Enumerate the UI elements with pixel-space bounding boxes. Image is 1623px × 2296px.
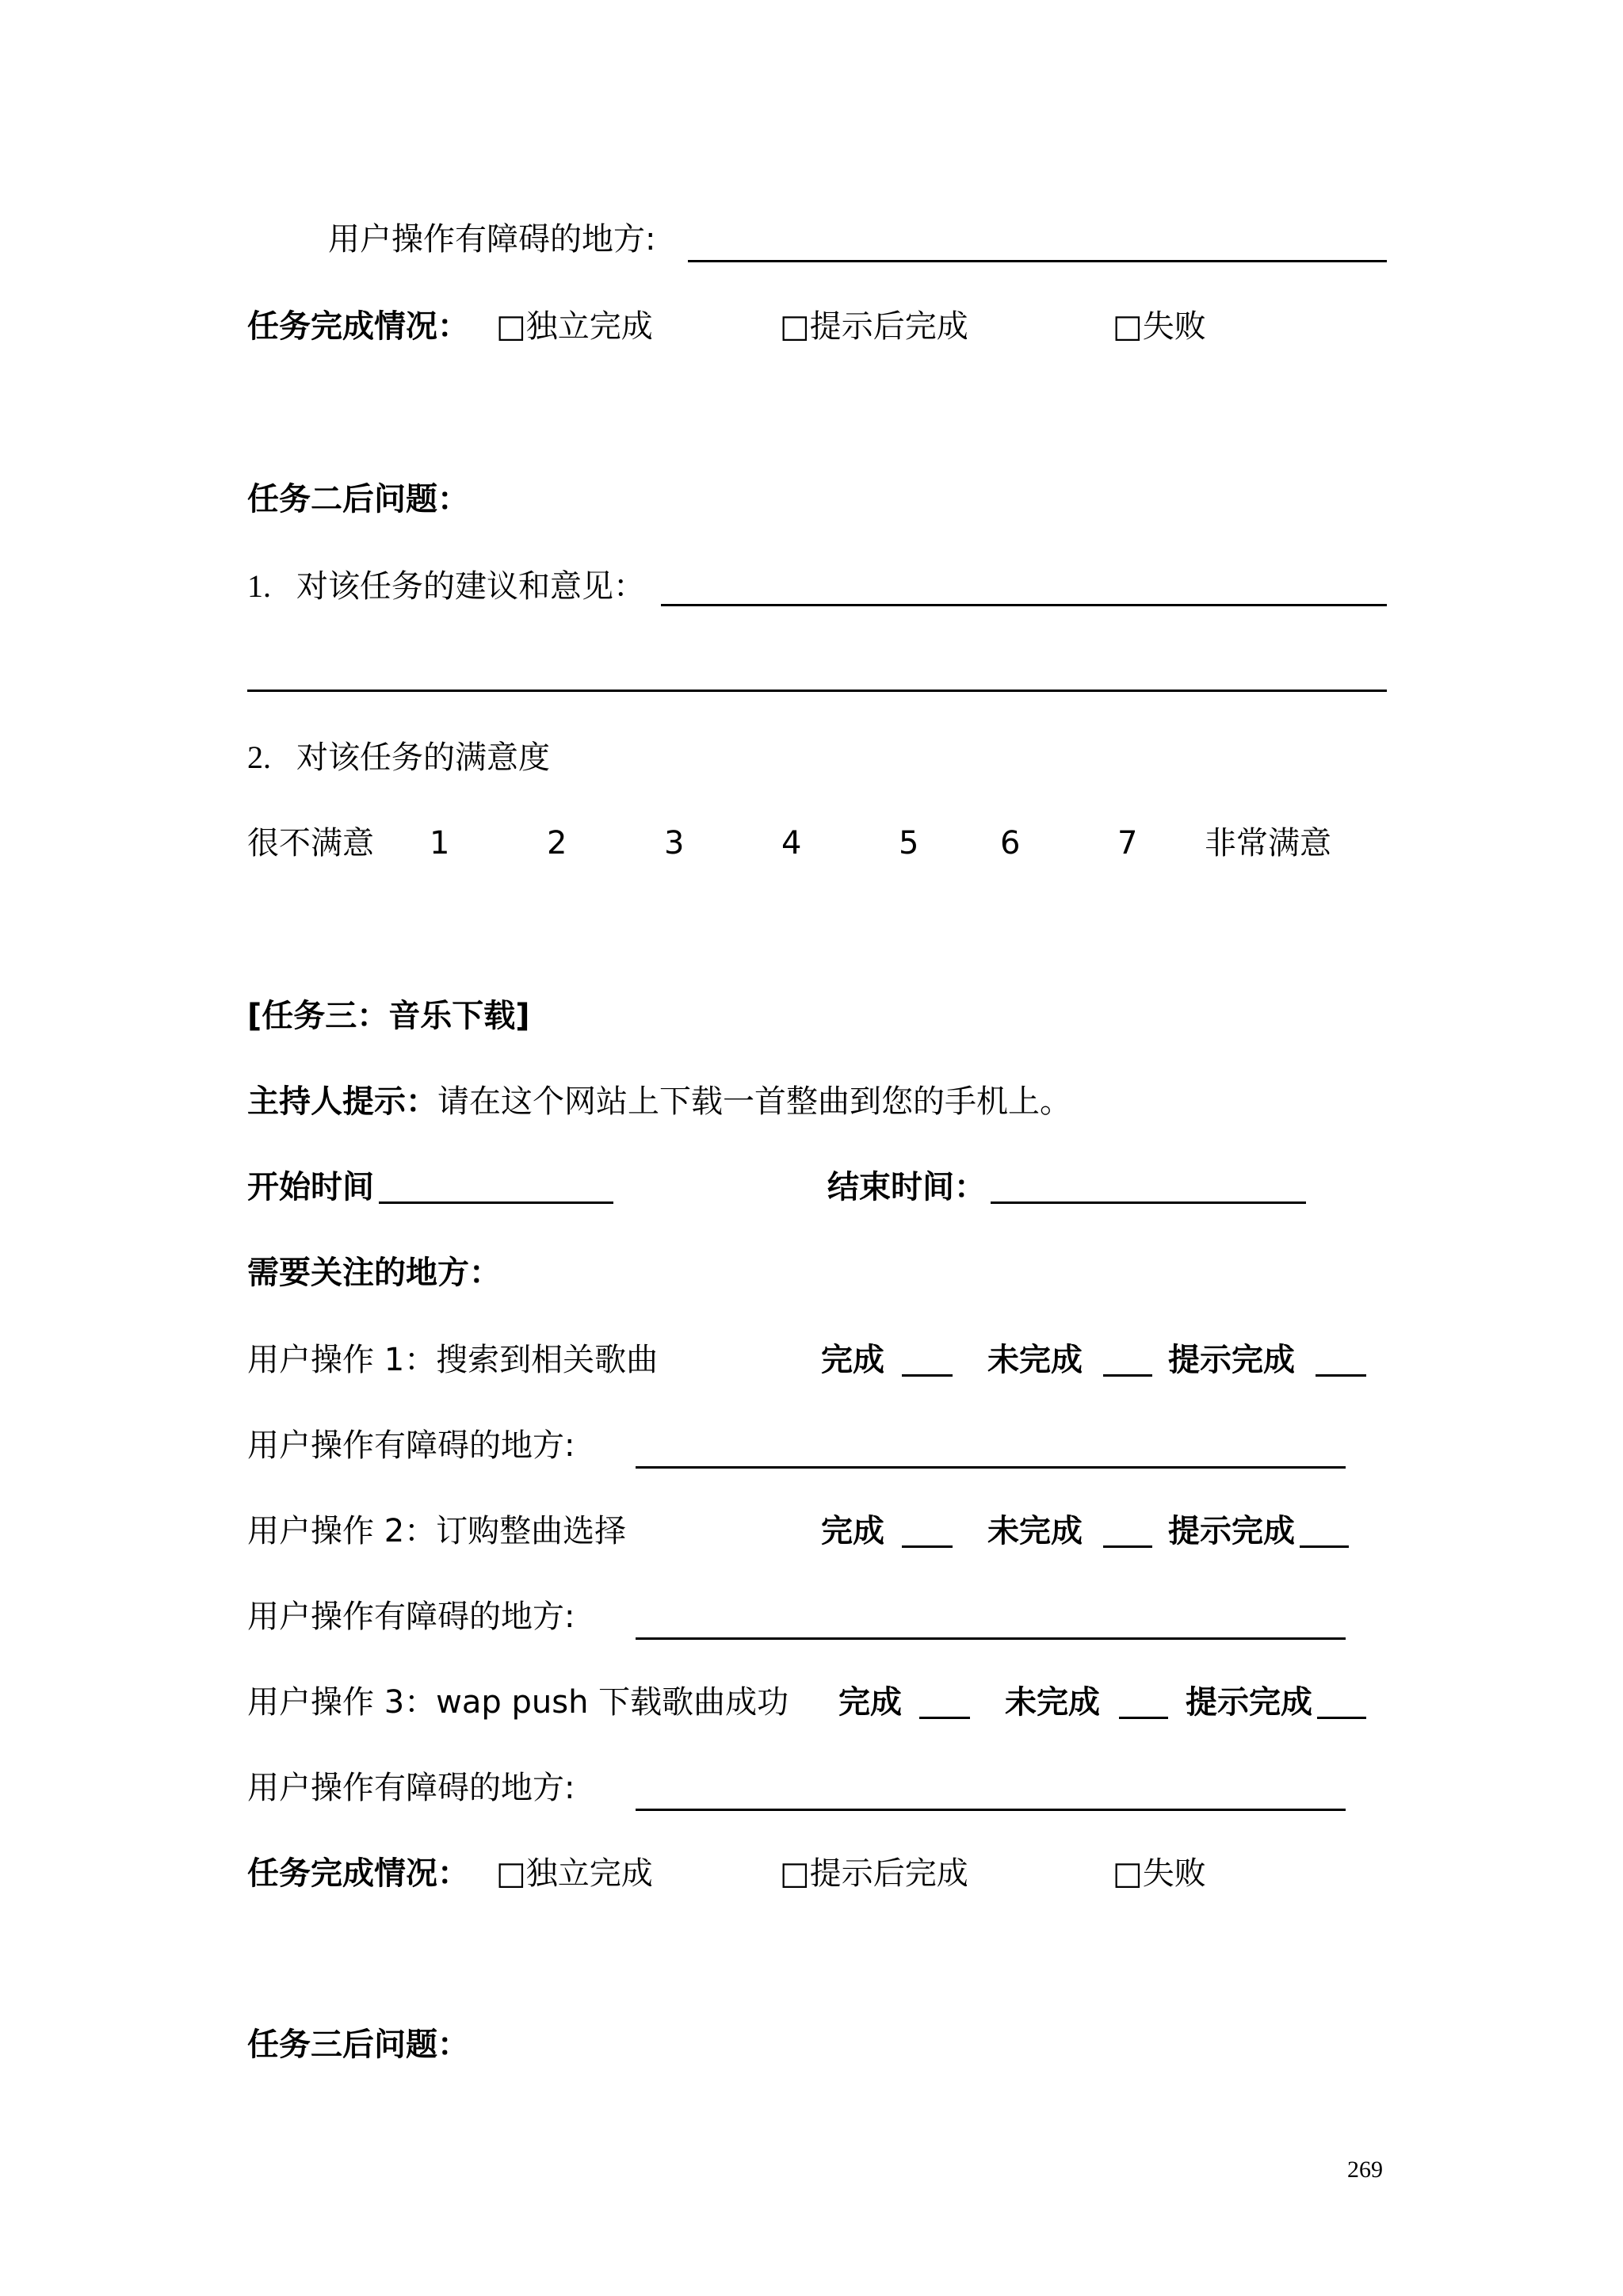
scale-value[interactable]: 3 bbox=[664, 825, 685, 861]
op1-prompted-blank[interactable] bbox=[1316, 1374, 1366, 1377]
op3-done-label: 完成 bbox=[838, 1684, 902, 1721]
op2-prompted-blank[interactable] bbox=[1300, 1545, 1349, 1548]
scale-value[interactable]: 4 bbox=[781, 825, 802, 861]
task2-questions-heading: 任务二后问题： bbox=[247, 481, 469, 518]
q1-answer-line[interactable] bbox=[661, 604, 1387, 606]
scale-value[interactable]: 2 bbox=[547, 825, 567, 861]
focus-label: 需要关注的地方： bbox=[247, 1255, 501, 1291]
op3-label: 用户操作 3：wap push 下载歌曲成功 bbox=[247, 1684, 789, 1721]
op2-obstacle-line[interactable] bbox=[636, 1637, 1346, 1640]
op2-not-done-label: 未完成 bbox=[987, 1513, 1083, 1549]
scale-low-label: 很不满意 bbox=[247, 825, 374, 861]
task3-option-prompted[interactable]: □提示后完成 bbox=[780, 1855, 968, 1892]
op3-not-done-blank[interactable] bbox=[1119, 1717, 1168, 1719]
task2-option-fail[interactable]: □失败 bbox=[1113, 308, 1206, 345]
op2-not-done-blank[interactable] bbox=[1103, 1545, 1152, 1548]
obstacle-label-top: 用户操作有障碍的地方: bbox=[328, 221, 656, 258]
task3-option-independent[interactable]: □独立完成 bbox=[496, 1855, 653, 1892]
host-prompt-text: 请在这个网站上下载一首整曲到您的手机上。 bbox=[437, 1083, 1071, 1120]
op3-not-done-label: 未完成 bbox=[1005, 1684, 1100, 1721]
op3-obstacle-line[interactable] bbox=[636, 1809, 1346, 1811]
scale-value[interactable]: 1 bbox=[430, 825, 450, 861]
start-time-label: 开始时间 bbox=[247, 1169, 374, 1205]
page-number: 269 bbox=[1347, 2157, 1383, 2183]
op3-prompted-label: 提示完成 bbox=[1186, 1684, 1312, 1721]
start-time-line[interactable] bbox=[379, 1201, 613, 1204]
op2-done-label: 完成 bbox=[821, 1513, 884, 1549]
host-prompt-label: 主持人提示： bbox=[247, 1083, 437, 1120]
task2-option-prompted[interactable]: □提示后完成 bbox=[780, 308, 968, 345]
op1-not-done-label: 未完成 bbox=[987, 1342, 1083, 1378]
op2-prompted-label: 提示完成 bbox=[1168, 1513, 1295, 1549]
op2-done-blank[interactable] bbox=[902, 1545, 953, 1548]
op1-prompted-label: 提示完成 bbox=[1168, 1342, 1295, 1378]
op2-label: 用户操作 2：订购整曲选择 bbox=[247, 1513, 627, 1549]
op3-prompted-blank[interactable] bbox=[1317, 1717, 1366, 1719]
scale-high-label: 非常满意 bbox=[1205, 825, 1331, 861]
task3-status-label: 任务完成情况： bbox=[247, 1855, 469, 1892]
op1-done-label: 完成 bbox=[821, 1342, 884, 1378]
scale-value[interactable]: 7 bbox=[1117, 825, 1138, 861]
op1-label: 用户操作 1：搜索到相关歌曲 bbox=[247, 1342, 659, 1378]
q1-answer-line-2[interactable] bbox=[247, 690, 1387, 692]
end-time-line[interactable] bbox=[991, 1201, 1306, 1204]
q2-text: 对该任务的满意度 bbox=[296, 739, 550, 776]
q1-text: 对该任务的建议和意见： bbox=[296, 568, 645, 605]
q1-number: 1. bbox=[247, 568, 271, 604]
task2-status-label: 任务完成情况： bbox=[247, 308, 469, 345]
op1-obstacle-line[interactable] bbox=[636, 1466, 1346, 1469]
end-time-label: 结束时间： bbox=[827, 1169, 986, 1205]
op2-obstacle-label: 用户操作有障碍的地方: bbox=[247, 1599, 575, 1635]
op3-done-blank[interactable] bbox=[919, 1717, 970, 1719]
op1-not-done-blank[interactable] bbox=[1103, 1374, 1152, 1377]
task3-option-fail[interactable]: □失败 bbox=[1113, 1855, 1206, 1892]
op3-obstacle-label: 用户操作有障碍的地方: bbox=[247, 1770, 575, 1806]
task2-option-independent[interactable]: □独立完成 bbox=[496, 308, 653, 345]
task3-title: [任务三：音乐下载] bbox=[247, 998, 530, 1034]
scale-value[interactable]: 5 bbox=[899, 825, 919, 861]
obstacle-answer-line-top[interactable] bbox=[688, 260, 1387, 262]
op1-obstacle-label: 用户操作有障碍的地方: bbox=[247, 1427, 575, 1464]
op1-done-blank[interactable] bbox=[902, 1374, 953, 1377]
q2-number: 2. bbox=[247, 739, 271, 775]
task3-questions-heading: 任务三后问题： bbox=[247, 2027, 469, 2063]
scale-value[interactable]: 6 bbox=[1000, 825, 1021, 861]
host-prompt bbox=[247, 1083, 1071, 1120]
